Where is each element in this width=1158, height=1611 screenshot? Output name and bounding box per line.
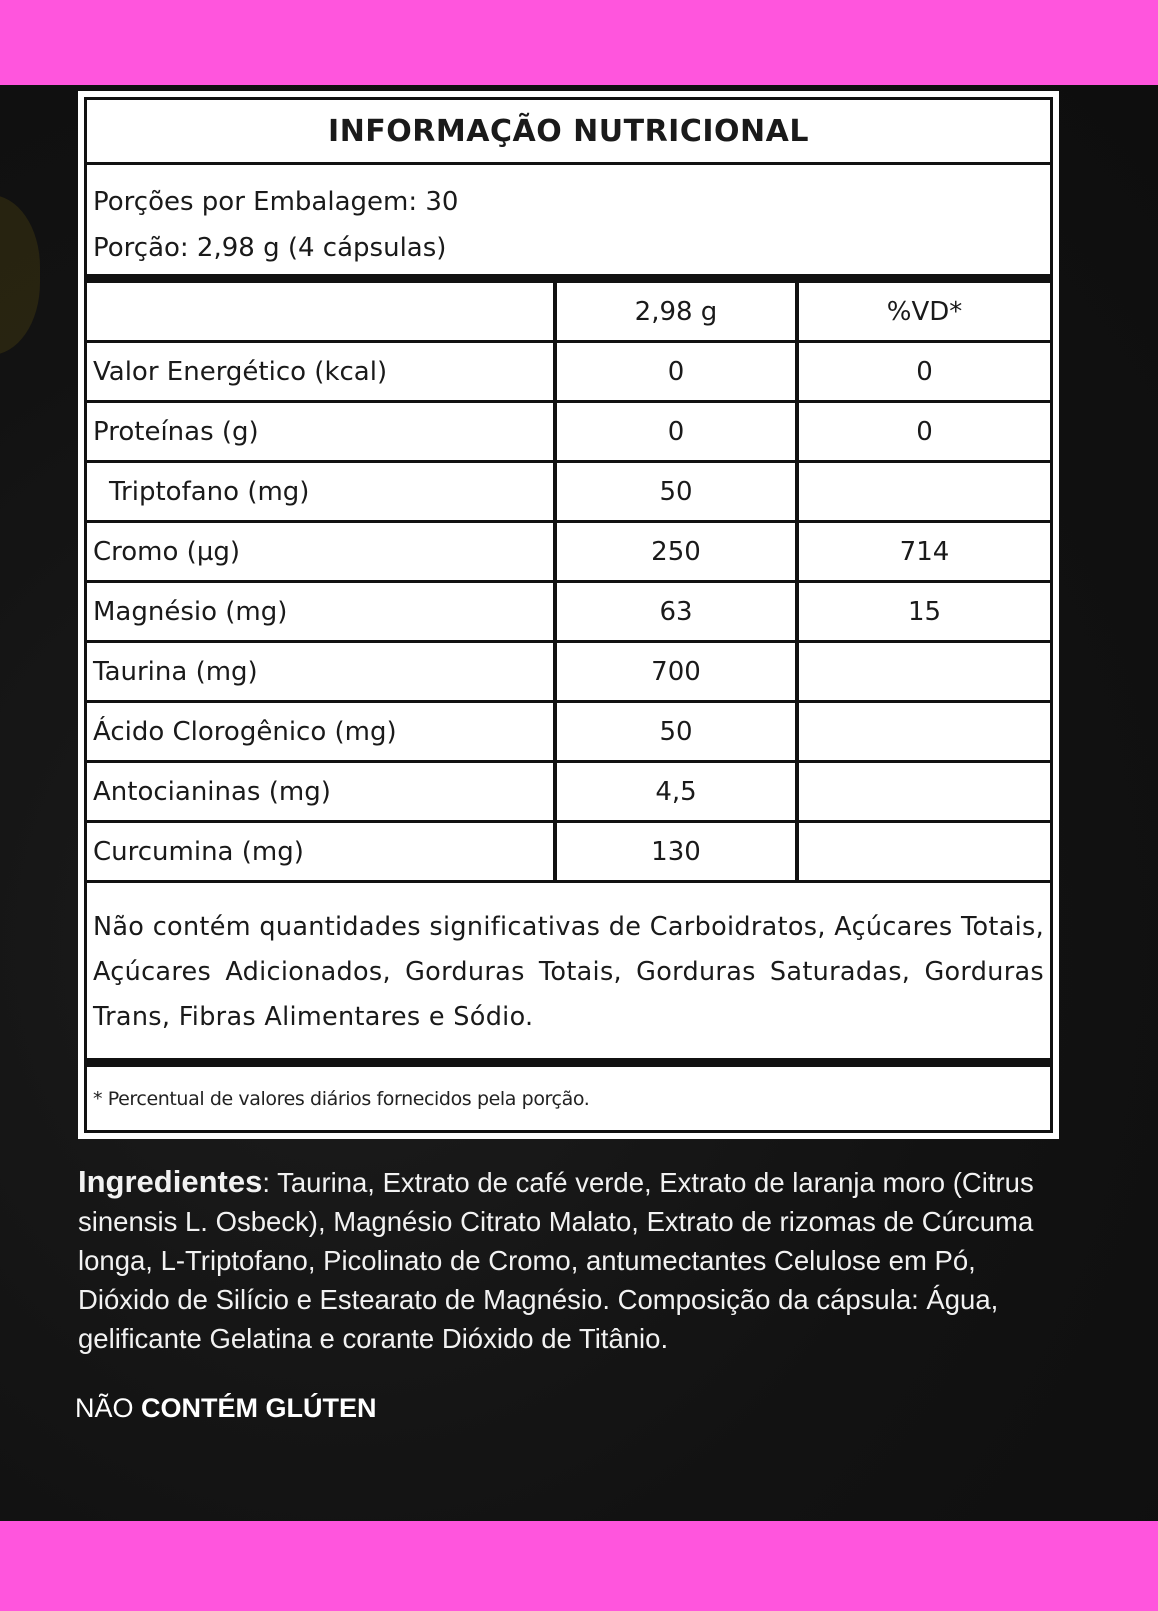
nutrient-value: 700 — [555, 642, 797, 702]
nutrient-name: Antocianinas (mg) — [87, 762, 555, 822]
nutrient-dv — [797, 702, 1050, 762]
nutrient-dv — [797, 762, 1050, 822]
nutrient-name: Cromo (µg) — [87, 522, 555, 582]
ingredients-list: : Taurina, Extrato de café verde, Extrato de laranja moro (Citrus sinensis L. Osbeck), Magnésio Citrato Malato, Extrato de rizomas de Cúrcuma longa, L-Triptofano, Picolinato de Cromo, antumectantes Celulose em Pó, Dióxido de Silício e Estearato de Magnésio. Composição da cápsula: Água, gelificante Gelatina e corante Dióxido de Titânio. — [78, 1167, 1034, 1354]
table-row — [87, 342, 1050, 402]
nutrient-name: Magnésio (mg) — [87, 582, 555, 642]
table-row — [87, 762, 1050, 822]
nutrient-value: 63 — [555, 582, 797, 642]
ingredients-heading: Ingredientes — [78, 1164, 263, 1199]
nutrient-value: 0 — [555, 402, 797, 462]
serving-size: Porção: 2,98 g (4 cápsulas) — [93, 233, 447, 263]
table-row — [87, 822, 1050, 882]
insignificant-amounts-note: Não contém quantidades significativas de Carboidratos, Açúcares Totais, Açúcares Adicionados, Gorduras Totais, Gorduras Saturadas, Gorduras Trans, Fibras Alimentares e Sódio. — [87, 883, 1050, 1067]
nutrient-dv: 0 — [797, 342, 1050, 402]
nutrient-dv: 714 — [797, 522, 1050, 582]
servings-per-package: Porções por Embalagem: 30 — [93, 187, 459, 217]
nutrient-dv — [797, 642, 1050, 702]
nutrient-dv: 0 — [797, 402, 1050, 462]
nutrient-dv — [797, 822, 1050, 882]
nutrient-name: Taurina (mg) — [87, 642, 555, 702]
gluten-bold: CONTÉM GLÚTEN — [141, 1393, 377, 1423]
nutrient-table — [87, 283, 1050, 883]
nutrient-name: Valor Energético (kcal) — [87, 342, 555, 402]
nutrient-value: 50 — [555, 462, 797, 522]
nutrient-dv: 15 — [797, 582, 1050, 642]
serving-info — [87, 165, 1050, 283]
nutrient-value: 50 — [555, 702, 797, 762]
nutrient-value: 0 — [555, 342, 797, 402]
dv-footnote: * Percentual de valores diários fornecidos pela porção. — [93, 1087, 590, 1110]
gluten-statement — [75, 1393, 377, 1424]
table-row — [87, 462, 1050, 522]
table-row — [87, 522, 1050, 582]
product-info-panel — [0, 85, 1158, 1521]
table-row — [87, 582, 1050, 642]
nutrient-value: 130 — [555, 822, 797, 882]
nutrient-value: 250 — [555, 522, 797, 582]
ingredients-paragraph — [78, 1162, 1058, 1358]
nutrient-name: Triptofano (mg) — [87, 462, 555, 522]
bottom-pink-band — [0, 1521, 1158, 1611]
header-nutrient — [87, 283, 555, 342]
nutrient-name: Curcumina (mg) — [87, 822, 555, 882]
gluten-prefix: NÃO — [75, 1393, 134, 1423]
table-row — [87, 702, 1050, 762]
nutrient-value: 4,5 — [555, 762, 797, 822]
product-glimpse — [0, 195, 40, 355]
header-amount: 2,98 g — [555, 283, 797, 342]
nutrient-name: Proteínas (g) — [87, 402, 555, 462]
nutrient-dv — [797, 462, 1050, 522]
nutrient-name: Ácido Clorogênico (mg) — [87, 702, 555, 762]
header-dv: %VD* — [797, 283, 1050, 342]
top-pink-band — [0, 0, 1158, 85]
table-header-row — [87, 283, 1050, 342]
table-row — [87, 642, 1050, 702]
nutrition-facts-label — [78, 91, 1059, 1139]
label-title: INFORMAÇÃO NUTRICIONAL — [87, 100, 1050, 165]
table-row — [87, 402, 1050, 462]
